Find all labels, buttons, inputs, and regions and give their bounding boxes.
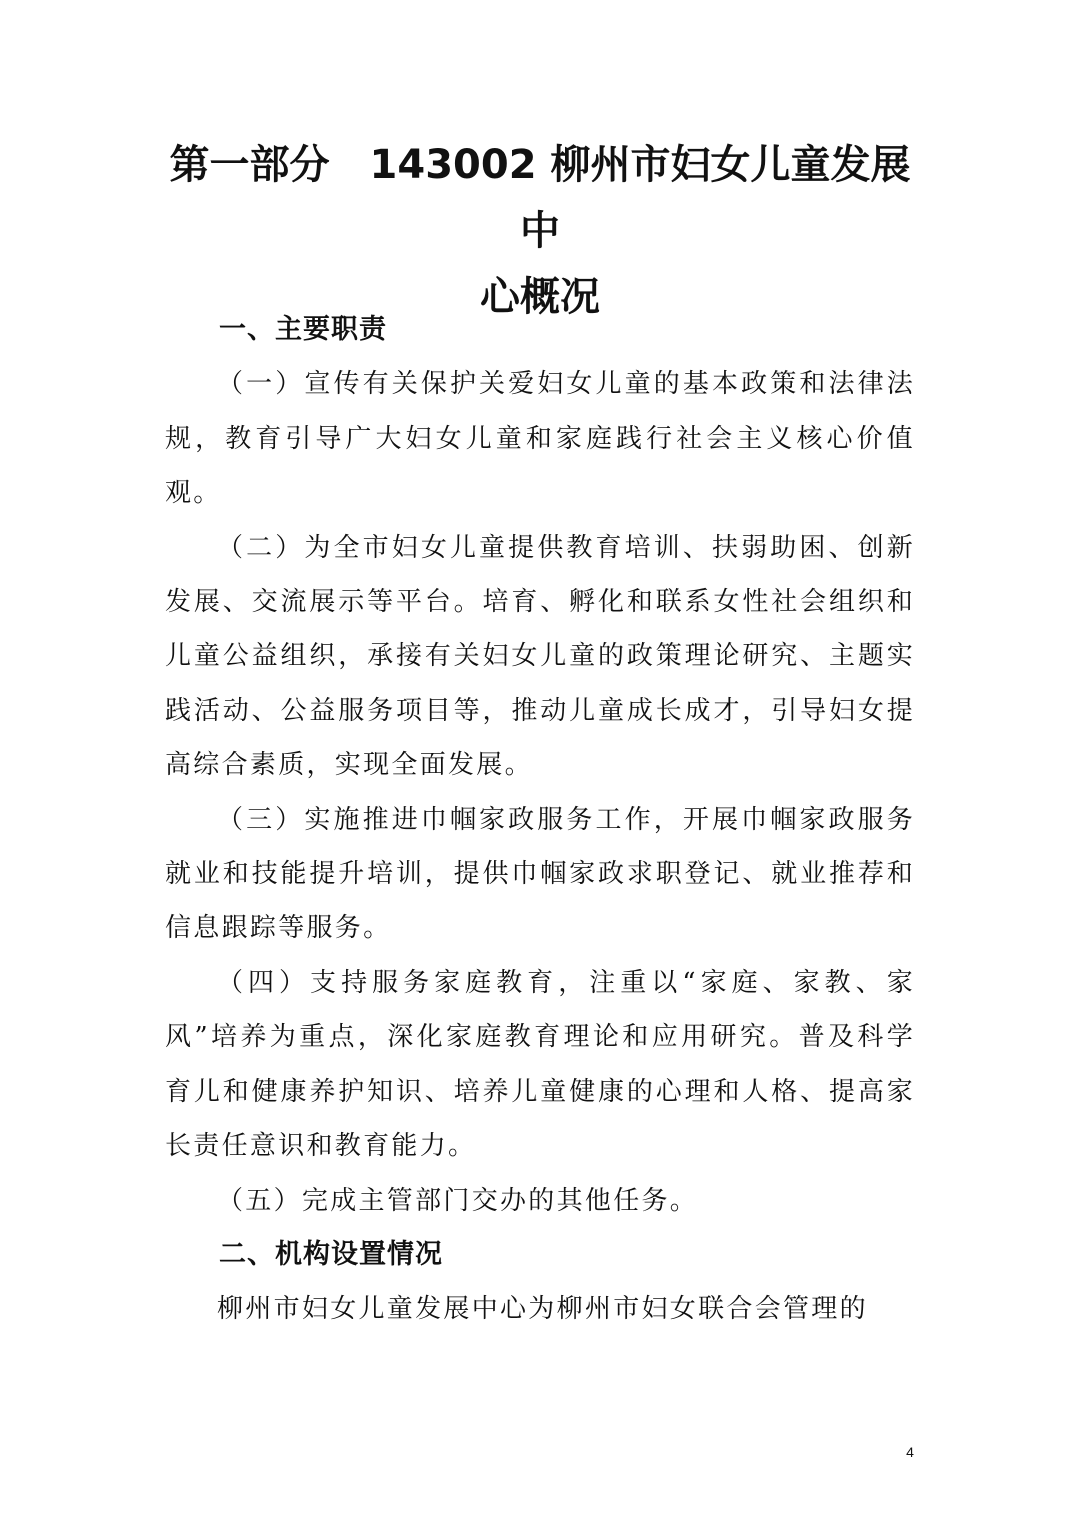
duty-paragraph-1: （一）宣传有关保护关爱妇女儿童的基本政策和法律法规，教育引导广大妇女儿童和家庭践行社会主义核心价值观。 bbox=[165, 369, 915, 509]
section-heading-organization: 二、机构设置情况 bbox=[219, 1238, 443, 1270]
duty-paragraph-5: （五）完成主管部门交办的其他任务。 bbox=[217, 1185, 699, 1216]
duty-paragraph-3: （三）实施推进巾帼家政服务工作，开展巾帼家政服务就业和技能提升培训，提供巾帼家政求职登记、就业推荐和信息跟踪等服务。 bbox=[165, 804, 915, 944]
page-number: 4 bbox=[906, 1444, 914, 1460]
title-line-2: 心概况 bbox=[480, 274, 600, 320]
document-body bbox=[165, 303, 915, 1337]
organization-paragraph: 柳州市妇女儿童发展中心为柳州市妇女联合会管理的 bbox=[217, 1294, 868, 1325]
document-title bbox=[160, 132, 920, 330]
section-heading-main-duties: 一、主要职责 bbox=[219, 314, 387, 345]
duty-paragraph-4: （四）支持服务家庭教育，注重以“家庭、家教、家风”培养为重点，深化家庭教育理论和应用研究。普及科学育儿和健康养护知识、培养儿童健康的心理和人格、提高家长责任意识和教育能力。 bbox=[165, 967, 915, 1162]
title-line-1: 第一部分 143002 柳州市妇女儿童发展中 bbox=[169, 142, 911, 254]
duty-paragraph-2: （二）为全市妇女儿童提供教育培训、扶弱助困、创新发展、交流展示等平台。培育、孵化和联系女性社会组织和儿童公益组织，承接有关妇女儿童的政策理论研究、主题实践活动、公益服务项目等，推动儿童成长成才，引导妇女提高综合素质，实现全面发展。 bbox=[165, 532, 915, 781]
